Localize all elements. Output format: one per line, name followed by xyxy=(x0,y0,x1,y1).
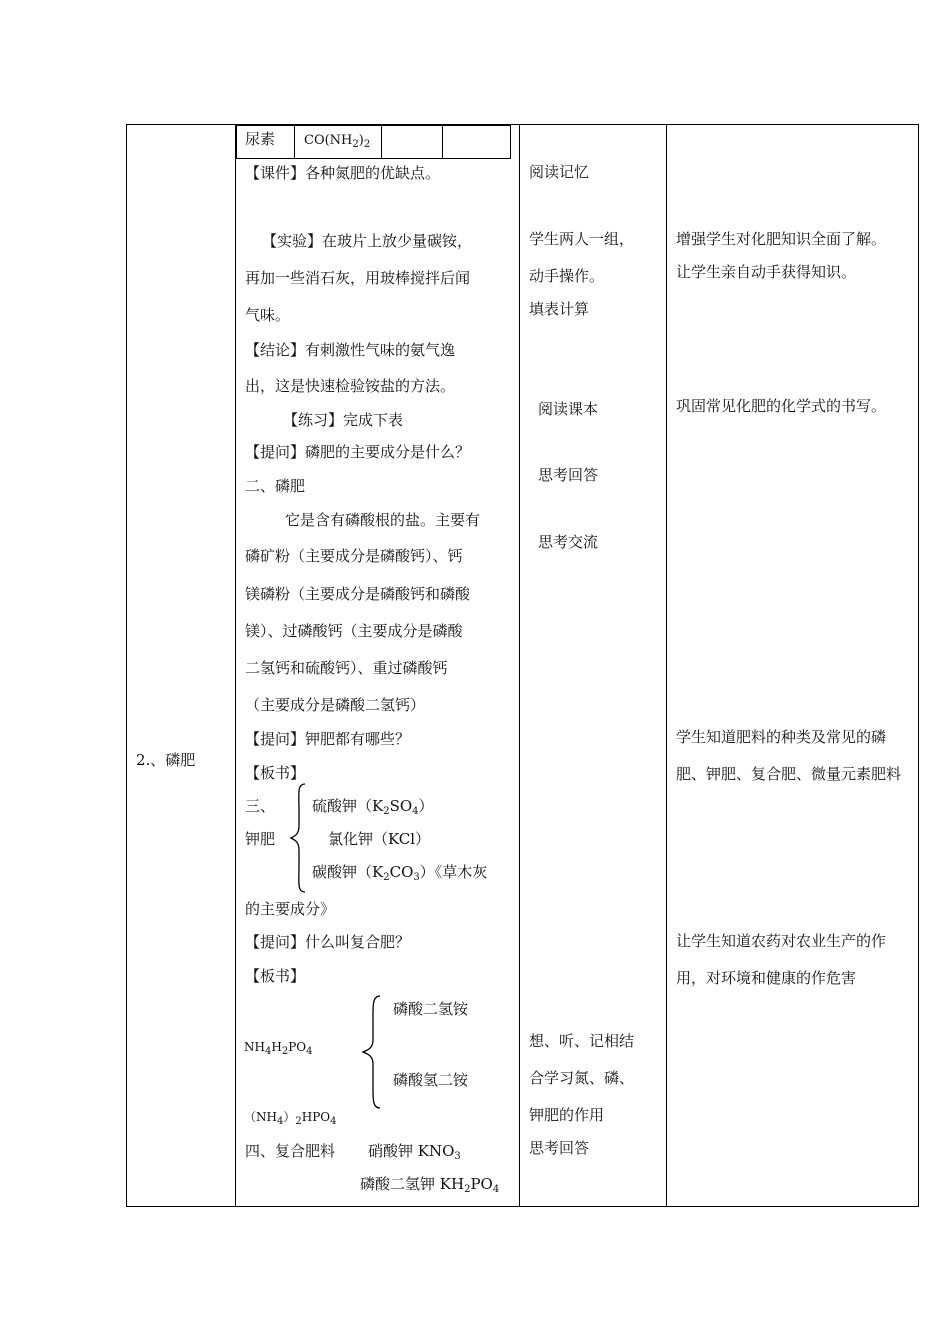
design-intent: 巩固常见化肥的化学式的书写。 xyxy=(676,397,887,415)
text-line: 【实验】在玻片上放少量碳铵， xyxy=(262,232,473,250)
student-activity: 钾肥的作用 xyxy=(529,1106,605,1124)
text-line: 【结论】有刺激性气味的氨气逸 xyxy=(245,341,456,359)
row-label: 2.、磷肥 xyxy=(136,751,196,769)
section-heading: 三、 xyxy=(245,797,276,815)
potash-item: 硫酸钾$(K_2SO_4)$ xyxy=(312,797,434,817)
text-line: 镁）、过磷酸钙（主要成分是磷酸 xyxy=(245,622,463,640)
student-activity: 学生两人一组， xyxy=(529,230,635,248)
text-line: 【提问】磷肥的主要成分是什么？ xyxy=(245,443,471,461)
text-line: 【练习】完成下表 xyxy=(283,411,404,429)
mini-cell-urea: 尿素 xyxy=(245,130,276,148)
design-intent: 让学生知道农药对农业生产的作 xyxy=(676,932,887,950)
compound-formula: $NH_4H_2PO_4$ xyxy=(244,1040,313,1057)
design-intent: 增强学生对化肥知识全面了解。 xyxy=(676,230,887,248)
mini-table-divider xyxy=(381,125,382,159)
design-intent: 肥、钾肥、复合肥、微量元素肥料 xyxy=(676,765,902,783)
compound-item: 磷酸二氢铵 xyxy=(393,1000,469,1018)
student-activity: 思考回答 xyxy=(529,1139,590,1157)
student-activity: 思考回答 xyxy=(538,466,599,484)
design-intent: 学生知道肥料的种类及常见的磷 xyxy=(676,728,887,746)
student-activity: 阅读记忆 xyxy=(529,163,590,181)
section-heading: 四、复合肥料 xyxy=(245,1142,336,1160)
student-activity: 填表计算 xyxy=(529,300,590,318)
brace-icon xyxy=(360,994,384,1110)
text-line: 磷矿粉（主要成分是磷酸钙）、钙 xyxy=(245,547,463,565)
mini-table-divider xyxy=(442,125,443,159)
compound-fertilizer: 硝酸钾 $KNO_3$ xyxy=(368,1142,461,1162)
column-divider xyxy=(235,124,236,1207)
text-line: 【板书】 xyxy=(245,764,306,782)
text-line: （主要成分是磷酸二氢钙） xyxy=(245,696,426,714)
column-divider xyxy=(519,124,520,1207)
text-line: 出，这是快速检验铵盐的方法。 xyxy=(245,377,456,395)
mini-cell-formula: $CO(NH_2)_2$ xyxy=(304,133,371,150)
design-intent: 用，对环境和健康的作危害 xyxy=(676,969,857,987)
potash-item: 氯化钾（KCl） xyxy=(328,830,431,848)
text-line: 【提问】什么叫复合肥？ xyxy=(245,933,411,951)
text-line: 气味。 xyxy=(245,306,291,324)
student-activity: 想、听、记相结 xyxy=(529,1032,635,1050)
student-activity: 动手操作。 xyxy=(529,267,605,285)
student-activity: 合学习氮、磷、 xyxy=(529,1069,635,1087)
design-intent: 让学生亲自动手获得知识。 xyxy=(676,263,857,281)
text-line: 【提问】钾肥都有哪些？ xyxy=(245,730,411,748)
text-line: 的主要成分》 xyxy=(245,900,336,918)
section-heading: 钾肥 xyxy=(245,830,276,848)
text-line: 再加一些消石灰，用玻棒搅拌后闻 xyxy=(245,269,471,287)
student-activity: 思考交流 xyxy=(538,533,599,551)
compound-fertilizer: 磷酸二氢钾 $KH_2PO_4$ xyxy=(360,1175,500,1195)
mini-table xyxy=(236,125,511,159)
text-line: 【课件】各种氮肥的优缺点。 xyxy=(245,164,441,182)
text-line: 镁磷粉（主要成分是磷酸钙和磷酸 xyxy=(245,585,471,603)
column-divider xyxy=(666,124,667,1207)
compound-item: 磷酸氢二铵 xyxy=(393,1071,469,1089)
text-line: 它是含有磷酸根的盐。主要有 xyxy=(285,511,481,529)
compound-formula: $(NH_4)_2HPO_4$ xyxy=(244,1110,337,1127)
potash-item: 碳酸钾$(K_2CO_3)$《草木灰 xyxy=(312,863,488,883)
text-line: 【板书】 xyxy=(245,967,306,985)
section-heading: 二、磷肥 xyxy=(245,477,306,495)
text-line: 二氢钙和硫酸钙）、重过磷酸钙 xyxy=(245,659,448,677)
student-activity: 阅读课本 xyxy=(538,400,599,418)
mini-table-divider xyxy=(294,125,295,159)
brace-icon xyxy=(289,782,309,894)
